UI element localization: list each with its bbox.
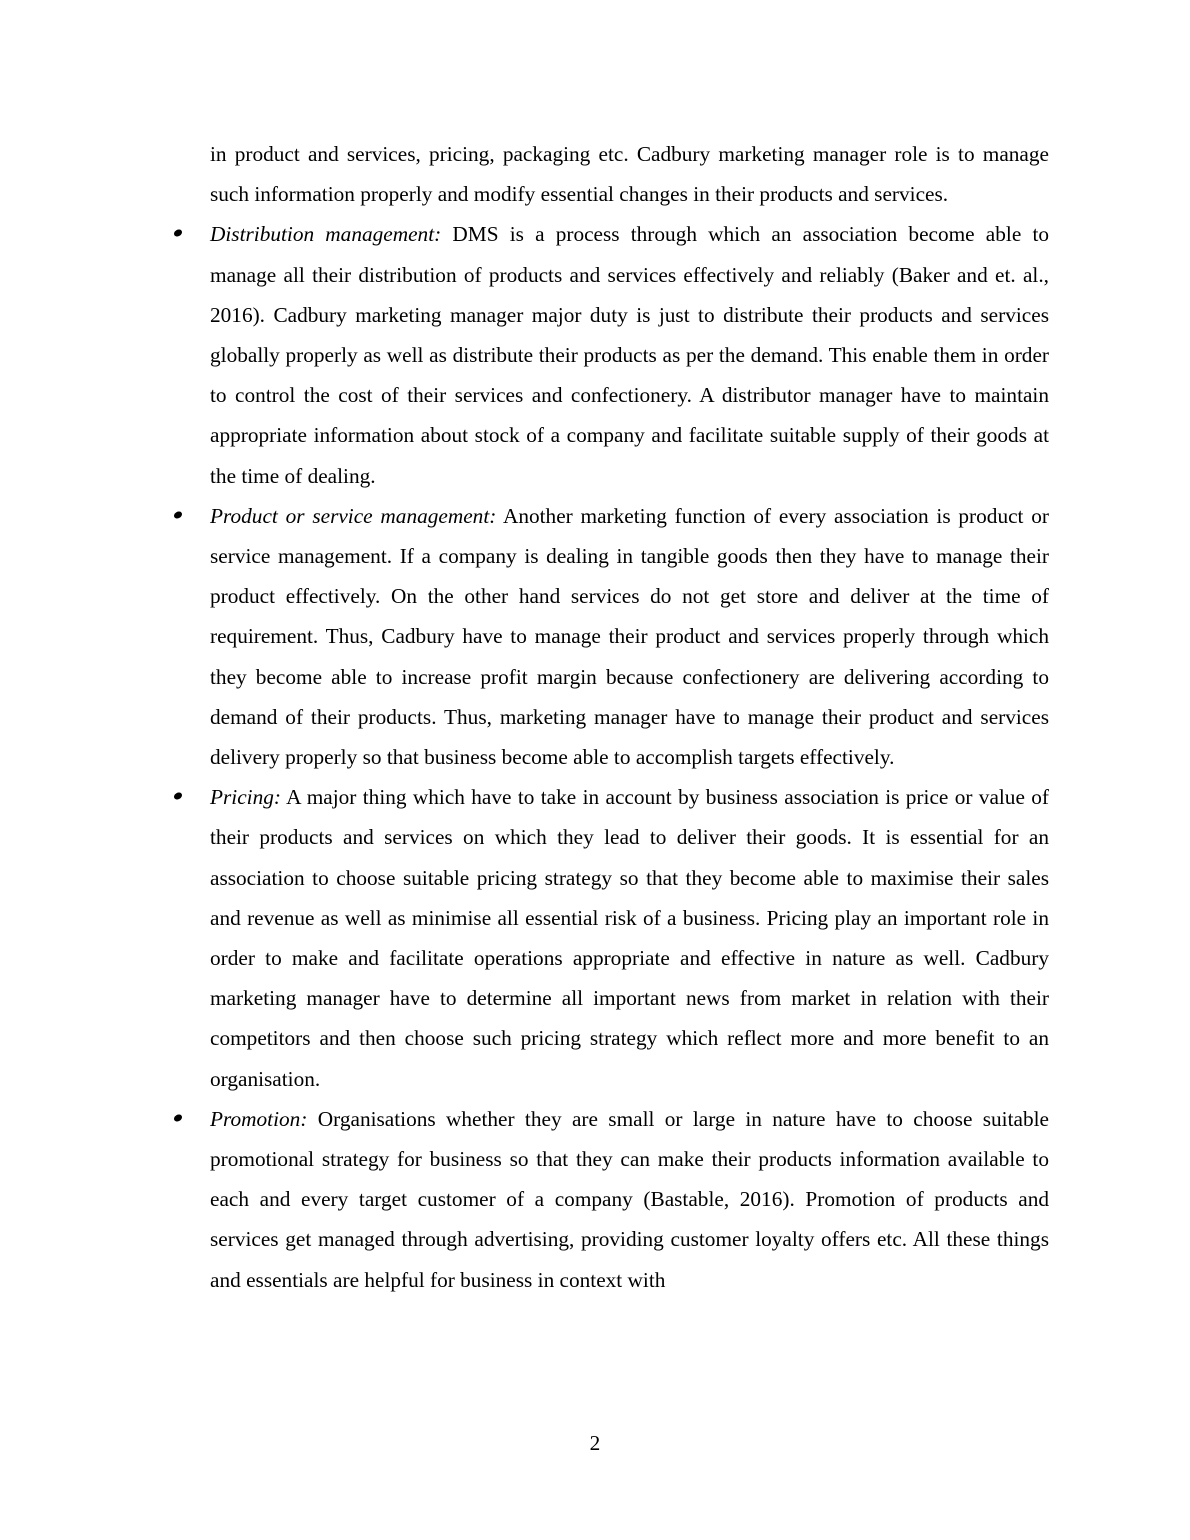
bullet-item-pricing [210, 777, 1049, 1099]
bullet-text: Another marketing function of every association is product or service management. If a company is dealing in tangible goods then they have to manage their product effectively. On the other hand services do not get store and deliver at the time of requirement. Thus, Cadbury have to manage their product and services properly through which they become able to increase profit margin because confectionery are delivering according to demand of their products. Thus, marketing manager have to manage their product and services delivery properly so that business become able to accomplish targets effectively. [210, 503, 1049, 770]
bullet-icon [171, 1099, 191, 1139]
intro-paragraph: in product and services, pricing, packaging etc. Cadbury marketing manager role is to manage such information properly and modify essential changes in their products and services. [210, 142, 1049, 207]
bullet-text: A major thing which have to take in account by business association is price or value of their products and services on which they lead to deliver their goods. It is essential for an association to choose suitable pricing strategy so that they become able to maximise their sales and revenue as well as minimise all essential risk of a business. Pricing play an important role in order to make and facilitate operations appropriate and effective in nature as well. Cadbury marketing manager have to determine all important news from market in relation with their competitors and then choose such pricing strategy which reflect more and more benefit to an organisation. [210, 785, 1050, 1091]
bullet-item-promotion [210, 1099, 1049, 1300]
bullet-text: DMS is a process through which an association become able to manage all their distribution of products and services effectively and reliably (Baker and et. al., 2016). Cadbury marketing manager major duty is just to distribute their products and services globally properly as well as distribute their products as per the demand. This enable them in order to control the cost of their services and confectionery. A distributor manager have to maintain appropriate information about stock of a company and facilitate suitable supply of their goods at the time of dealing. [210, 222, 1050, 488]
bullet-term: Pricing: [210, 785, 281, 810]
bullet-text: Organisations whether they are small or large in nature have to choose suitable promotional strategy for business so that they can make their products information available to each and every target customer of a company (Bastable, 2016). Promotion of products and services get managed through advertising, providing customer loyalty offers etc. All these things and essentials are helpful for business in context with [210, 1106, 1049, 1292]
bullet-item-product-service-management [210, 496, 1049, 777]
bullet-term: Distribution management: [210, 222, 442, 247]
bullet-term: Product or service management: [210, 503, 497, 528]
bullet-icon [171, 214, 191, 254]
document-body [210, 134, 1049, 1300]
bullet-item-distribution-management [210, 214, 1049, 495]
page-number: 2 [589, 1431, 601, 1455]
bullet-icon [171, 777, 191, 817]
bullet-term: Promotion: [210, 1106, 308, 1131]
bullet-icon [171, 496, 191, 536]
